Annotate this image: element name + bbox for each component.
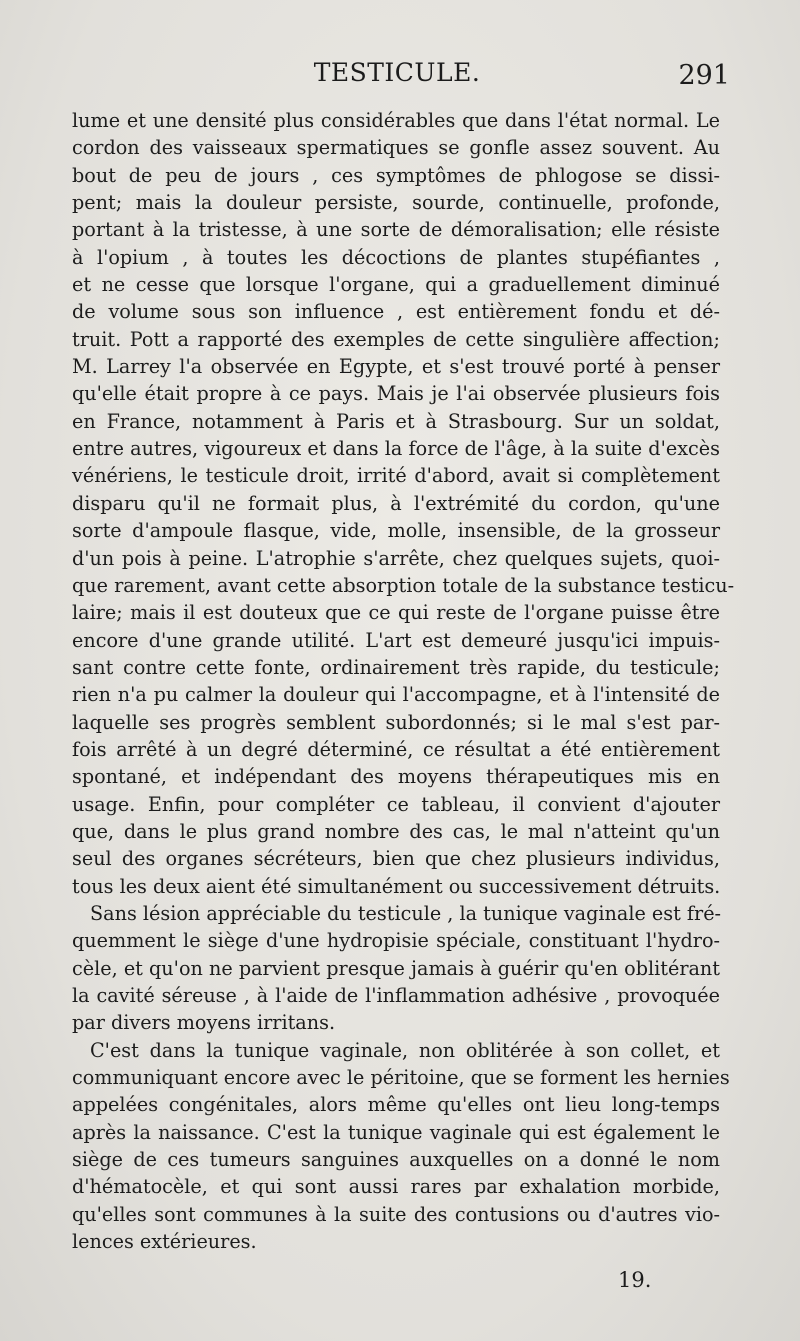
text-line: laire; mais il est douteux que ce qui reste de l'organe puisse être	[72, 601, 720, 625]
text-line: disparu qu'il ne formait plus, à l'extrémité du cordon, qu'une	[72, 491, 720, 515]
text-line: en France, notamment à Paris et à Strasbourg. Sur un soldat,	[72, 409, 720, 433]
text-line: lume et une densité plus considérables que dans l'état normal. Le	[72, 109, 720, 132]
text-line: cèle, et qu'on ne parvient presque jamais à guérir qu'en oblitérant	[72, 956, 720, 980]
text-line: laquelle ses progrès semblent subordonnés; si le mal s'est par-	[72, 710, 720, 734]
text-line: fois arrêté à un degré déterminé, ce résultat a été entièrement	[72, 737, 720, 761]
text-line: portant à la tristesse, à une sorte de démoralisation; elle résiste	[72, 218, 720, 242]
text-line: siège de ces tumeurs sanguines auxquelles on a donné le nom	[72, 1148, 720, 1172]
text-line: communiquant encore avec le péritoine, que se forment les hernies	[72, 1066, 730, 1090]
text-line: spontané, et indépendant des moyens thérapeutiques mis en	[72, 765, 720, 789]
signature-mark: 19.	[618, 1268, 652, 1292]
text-line: sorte d'ampoule flasque, vide, molle, insensible, de la grosseur	[72, 519, 720, 543]
text-line: et ne cesse que lorsque l'organe, qui a graduellement diminué	[72, 273, 720, 297]
body-text	[72, 107, 735, 1255]
page-number: 291	[678, 60, 730, 91]
text-line: d'hématocèle, et qui sont aussi rares par exhalation morbide,	[72, 1175, 720, 1199]
text-line: bout de peu de jours , ces symptômes de phlogose se dissi-	[72, 163, 720, 187]
text-line: que rarement, avant cette absorption totale de la substance testicu-	[72, 573, 735, 597]
text-line: à l'opium , à toutes les décoctions de plantes stupéfiantes ,	[72, 245, 720, 269]
text-line: Sans lésion appréciable du testicule , la tunique vaginale est fré-	[90, 901, 722, 925]
page-header	[72, 58, 730, 98]
text-line: qu'elle était propre à ce pays. Mais je l'ai observée plusieurs fois	[72, 382, 720, 406]
text-line: lences extérieures.	[72, 1230, 257, 1254]
text-line: de volume sous son influence , est entièrement fondu et dé-	[72, 300, 720, 324]
text-line: tous les deux aient été simultanément ou successivement détruits.	[72, 874, 721, 898]
paragraph	[72, 107, 735, 900]
text-line: usage. Enfin, pour compléter ce tableau, il convient d'ajouter	[72, 792, 720, 816]
paragraph	[72, 1037, 730, 1256]
text-line: vénériens, le testicule droit, irrité d'abord, avait si complètement	[72, 464, 720, 488]
text-line: que, dans le plus grand nombre des cas, le mal n'atteint qu'un	[72, 819, 720, 843]
text-line: d'un pois à peine. L'atrophie s'arrête, chez quelques sujets, quoi-	[72, 546, 720, 570]
running-title: TESTICULE.	[313, 58, 481, 87]
text-line: truit. Pott a rapporté des exemples de cette singulière affection;	[72, 327, 720, 351]
text-line: encore d'une grande utilité. L'art est demeuré jusqu'ici impuis-	[72, 628, 720, 652]
text-line: seul des organes sécréteurs, bien que chez plusieurs individus,	[72, 847, 720, 871]
text-line: après la naissance. C'est la tunique vaginale qui est également le	[72, 1120, 720, 1144]
paragraph	[72, 900, 720, 1037]
text-line: par divers moyens irritans.	[72, 1011, 336, 1035]
text-line: la cavité séreuse , à l'aide de l'inflammation adhésive , provoquée	[72, 984, 720, 1007]
text-line: cordon des vaisseaux spermatiques se gonfle assez souvent. Au	[72, 136, 720, 160]
text-line: qu'elles sont communes à la suite des contusions ou d'autres vio-	[72, 1202, 720, 1226]
text-line: appelées congénitales, alors même qu'elles ont lieu long-temps	[72, 1093, 720, 1117]
text-line: C'est dans la tunique vaginale, non oblitérée à son collet, et	[90, 1038, 720, 1062]
text-line: quemment le siège d'une hydropisie spéciale, constituant l'hydro-	[72, 929, 720, 953]
text-line: pent; mais la douleur persiste, sourde, continuelle, profonde,	[72, 191, 720, 215]
text-line: rien n'a pu calmer la douleur qui l'accompagne, et à l'intensité de	[72, 683, 720, 707]
text-line: M. Larrey l'a observée en Egypte, et s'est trouvé porté à penser	[72, 355, 720, 379]
text-line: sant contre cette fonte, ordinairement très rapide, du testicule;	[72, 655, 720, 679]
text-line: entre autres, vigoureux et dans la force de l'âge, à la suite d'excès	[72, 437, 720, 461]
